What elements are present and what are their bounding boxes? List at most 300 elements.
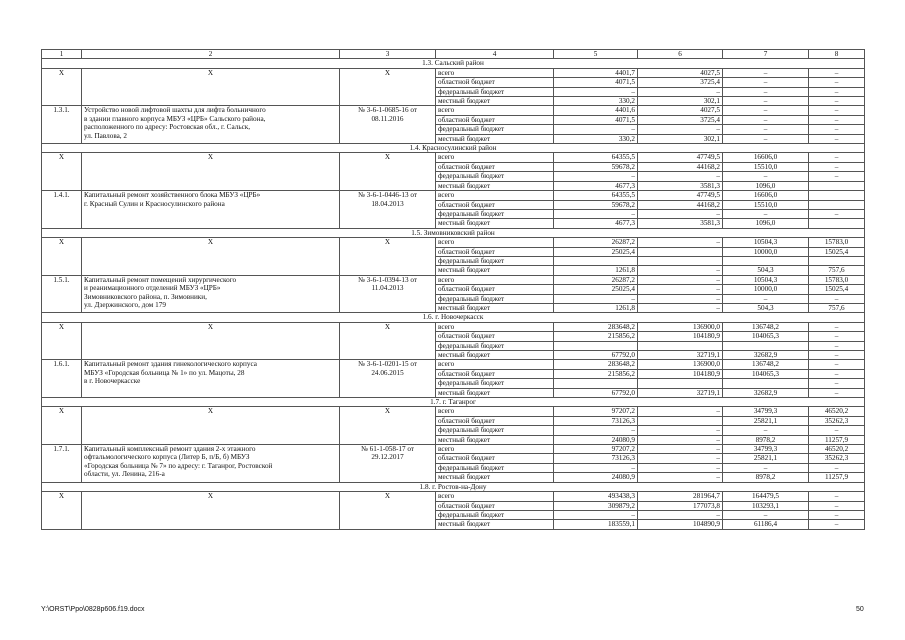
value-cell-col7: 136748,2	[723, 360, 809, 369]
budget-type-label: местный бюджет	[436, 435, 554, 444]
value-cell-col6: –	[638, 303, 723, 312]
value-cell-col6	[638, 416, 723, 425]
value-cell-col5: 215856,2	[554, 332, 638, 341]
value-cell-col6: –	[638, 209, 723, 218]
value-cell-col8: 35262,3	[809, 454, 865, 463]
summary-marker-col2: X	[82, 238, 340, 276]
budget-type-label: местный бюджет	[436, 303, 554, 312]
item-number: 1.5.1.	[42, 275, 82, 313]
budget-type-label: всего	[436, 322, 554, 331]
summary-row	[42, 153, 865, 162]
value-cell-col5: 493438,3	[554, 492, 638, 501]
budget-type-label: областной бюджет	[436, 247, 554, 256]
value-cell-col8: –	[809, 134, 865, 143]
value-cell-col5: 4677,3	[554, 219, 638, 228]
budget-table	[41, 49, 865, 530]
value-cell-col8: –	[809, 115, 865, 124]
item-number: 1.7.1.	[42, 445, 82, 483]
section-title: 1.6. г. Новочеркасск	[42, 313, 865, 322]
value-cell-col5: 73126,3	[554, 454, 638, 463]
item-description-line: МБУЗ «Городская больница № 1» по ул. Мацоты, 28	[84, 368, 245, 377]
header-cell: 4	[436, 50, 554, 59]
value-cell-col5: 25025,4	[554, 247, 638, 256]
item-document-line: № 61-1-058-17 от	[360, 445, 415, 454]
header-cell: 6	[638, 50, 723, 59]
value-cell-col5: 73126,3	[554, 416, 638, 425]
value-cell-col5: –	[554, 87, 638, 96]
value-cell-col5: 4677,3	[554, 181, 638, 190]
item-description-line: офтальмологического корпуса (Литер Б, п/Б, б) МБУЗ	[84, 453, 250, 462]
budget-type-label: местный бюджет	[436, 219, 554, 228]
value-cell-col6: –	[638, 463, 723, 472]
value-cell-col5: 67792,0	[554, 351, 638, 360]
value-cell-col6: 32719,1	[638, 388, 723, 397]
item-description-line: ул. Дзержинского, дом 179	[84, 300, 166, 309]
value-cell-col7: –	[723, 463, 809, 472]
value-cell-col7: 61186,4	[723, 520, 809, 529]
file-path-footer: Y:\ORST\Ppo\0828p606.f19.docx	[41, 606, 145, 613]
value-cell-col8: –	[809, 68, 865, 77]
value-cell-col6: 3581,3	[638, 219, 723, 228]
budget-type-label: всего	[436, 492, 554, 501]
item-description-line: Капитальный комплексный ремонт здания 2-х этажного	[84, 445, 256, 454]
value-cell-col5: 4401,7	[554, 68, 638, 77]
value-cell-col8: –	[809, 351, 865, 360]
value-cell-col5	[554, 379, 638, 388]
value-cell-col7: –	[723, 134, 809, 143]
value-cell-col5: 59678,2	[554, 162, 638, 171]
value-cell-col5: 24080,9	[554, 473, 638, 482]
value-cell-col8: –	[809, 322, 865, 331]
section-title-row	[42, 59, 865, 68]
item-document-line: 08.11.2016	[371, 114, 404, 123]
value-cell-col7: –	[723, 68, 809, 77]
value-cell-col6	[638, 379, 723, 388]
budget-type-label: всего	[436, 191, 554, 200]
value-cell-col8: –	[809, 153, 865, 162]
item-row	[42, 445, 865, 454]
value-cell-col6: –	[638, 285, 723, 294]
value-cell-col8: –	[809, 87, 865, 96]
budget-type-label: всего	[436, 445, 554, 454]
value-cell-col8: –	[809, 501, 865, 510]
value-cell-col5: 283648,2	[554, 322, 638, 331]
budget-type-label: федеральный бюджет	[436, 294, 554, 303]
value-cell-col5: –	[554, 463, 638, 472]
value-cell-col5: –	[554, 209, 638, 218]
value-cell-col6: 44168,2	[638, 162, 723, 171]
value-cell-col6: 4027,5	[638, 106, 723, 115]
summary-marker-col2: X	[82, 68, 340, 106]
section-title-row	[42, 228, 865, 237]
value-cell-col7: –	[723, 426, 809, 435]
value-cell-col6: 104180,9	[638, 332, 723, 341]
value-cell-col8: 46520,2	[809, 407, 865, 416]
item-description	[82, 445, 340, 483]
budget-type-label: областной бюджет	[436, 454, 554, 463]
budget-type-label: местный бюджет	[436, 351, 554, 360]
value-cell-col5: 330,2	[554, 134, 638, 143]
value-cell-col5: 64355,5	[554, 191, 638, 200]
value-cell-col8: –	[809, 162, 865, 171]
value-cell-col7: 136748,2	[723, 322, 809, 331]
value-cell-col6: –	[638, 275, 723, 284]
value-cell-col8: –	[809, 172, 865, 181]
item-row	[42, 191, 865, 200]
value-cell-col7: 10000,0	[723, 247, 809, 256]
value-cell-col7: 1096,0	[723, 181, 809, 190]
value-cell-col6: –	[638, 172, 723, 181]
summary-row	[42, 68, 865, 77]
value-cell-col8: –	[809, 492, 865, 501]
value-cell-col7: 34799,3	[723, 445, 809, 454]
value-cell-col6: –	[638, 125, 723, 134]
item-description-line: ул. Павлова, 2	[84, 131, 127, 140]
page-number: 50	[856, 606, 864, 613]
value-cell-col5: 1261,8	[554, 303, 638, 312]
budget-type-label: областной бюджет	[436, 162, 554, 171]
budget-type-label: областной бюджет	[436, 78, 554, 87]
item-document-ref	[340, 445, 436, 483]
value-cell-col6: –	[638, 445, 723, 454]
budget-type-label: всего	[436, 68, 554, 77]
item-document-line: № 3-6-1-0685-16 от	[357, 106, 417, 115]
summary-marker-col1: X	[42, 153, 82, 191]
item-description-line: г. Красный Сулин и Красносулинского района	[84, 199, 225, 208]
value-cell-col6: –	[638, 407, 723, 416]
value-cell-col7: 34799,3	[723, 407, 809, 416]
item-document-line: 24.06.2015	[371, 368, 404, 377]
value-cell-col6: 281964,7	[638, 492, 723, 501]
value-cell-col7: –	[723, 172, 809, 181]
item-document-line: 11.04.2013	[371, 284, 404, 293]
value-cell-col6: 32719,1	[638, 351, 723, 360]
summary-marker-col3: X	[340, 238, 436, 276]
value-cell-col6: –	[638, 294, 723, 303]
item-description-line: Капитальный ремонт помещений хирургического	[84, 275, 237, 284]
budget-type-label: всего	[436, 106, 554, 115]
value-cell-col8: –	[809, 510, 865, 519]
item-document-line: 29.12.2017	[371, 453, 404, 462]
item-description-line: Капитальный ремонт здания гинекологического корпуса	[84, 360, 257, 369]
item-description	[82, 275, 340, 313]
value-cell-col5: 24080,9	[554, 435, 638, 444]
value-cell-col7: 16606,0	[723, 191, 809, 200]
budget-type-label: местный бюджет	[436, 473, 554, 482]
value-cell-col8: 15025,4	[809, 247, 865, 256]
value-cell-col5: 97207,2	[554, 407, 638, 416]
item-description-line: Капитальный ремонт хозяйственного блока МБУЗ «ЦРБ»	[84, 191, 261, 200]
value-cell-col6: 3725,4	[638, 78, 723, 87]
value-cell-col8: –	[809, 341, 865, 350]
value-cell-col6: –	[638, 435, 723, 444]
value-cell-col6: –	[638, 87, 723, 96]
budget-type-label: федеральный бюджет	[436, 379, 554, 388]
value-cell-col6: 302,1	[638, 97, 723, 106]
item-document-ref	[340, 106, 436, 144]
value-cell-col7: 10504,3	[723, 238, 809, 247]
value-cell-col5: 330,2	[554, 97, 638, 106]
value-cell-col5: 4071,5	[554, 115, 638, 124]
section-title: 1.7. г. Таганрог	[42, 398, 865, 407]
value-cell-col6	[638, 256, 723, 265]
value-cell-col5: –	[554, 172, 638, 181]
budget-type-label: федеральный бюджет	[436, 463, 554, 472]
value-cell-col6	[638, 341, 723, 350]
budget-type-label: федеральный бюджет	[436, 510, 554, 519]
section-title: 1.8. г. Ростов-на-Дону	[42, 482, 865, 491]
value-cell-col8: –	[809, 294, 865, 303]
value-cell-col5: 59678,2	[554, 200, 638, 209]
item-document-ref	[340, 275, 436, 313]
header-cell: 1	[42, 50, 82, 59]
budget-type-label: областной бюджет	[436, 501, 554, 510]
budget-type-label: всего	[436, 275, 554, 284]
value-cell-col7: 104065,3	[723, 369, 809, 378]
item-description-line: и реанимационного отделений МБУЗ «ЦРБ»	[84, 284, 221, 293]
item-description	[82, 106, 340, 144]
value-cell-col5: 25025,4	[554, 285, 638, 294]
budget-type-label: местный бюджет	[436, 97, 554, 106]
value-cell-col7: –	[723, 125, 809, 134]
summary-row	[42, 492, 865, 501]
value-cell-col8: 35262,3	[809, 416, 865, 425]
item-document-ref	[340, 191, 436, 229]
value-cell-col5: 183559,1	[554, 520, 638, 529]
summary-marker-col1: X	[42, 492, 82, 530]
item-description-line: расположенного по адресу: Ростовская обл., г. Сальск,	[84, 123, 251, 132]
value-cell-col6: 104890,9	[638, 520, 723, 529]
value-cell-col7: 504,3	[723, 303, 809, 312]
summary-marker-col3: X	[340, 492, 436, 530]
value-cell-col7: 504,3	[723, 266, 809, 275]
value-cell-col6: 3725,4	[638, 115, 723, 124]
summary-marker-col3: X	[340, 68, 436, 106]
header-cell: 7	[723, 50, 809, 59]
value-cell-col6: 44168,2	[638, 200, 723, 209]
value-cell-col5: 309879,2	[554, 501, 638, 510]
summary-row	[42, 407, 865, 416]
value-cell-col7: 15510,0	[723, 200, 809, 209]
value-cell-col5: 4071,5	[554, 78, 638, 87]
value-cell-col6: 177073,8	[638, 501, 723, 510]
value-cell-col6: 104180,9	[638, 369, 723, 378]
value-cell-col5: 4401,6	[554, 106, 638, 115]
value-cell-col7: –	[723, 294, 809, 303]
value-cell-col8	[809, 219, 865, 228]
value-cell-col8	[809, 200, 865, 209]
value-cell-col7: 8978,2	[723, 435, 809, 444]
value-cell-col8	[809, 191, 865, 200]
value-cell-col7: –	[723, 209, 809, 218]
item-number: 1.4.1.	[42, 191, 82, 229]
value-cell-col7: 8978,2	[723, 473, 809, 482]
budget-type-label: местный бюджет	[436, 181, 554, 190]
summary-marker-col3: X	[340, 322, 436, 360]
value-cell-col6: 47749,5	[638, 153, 723, 162]
value-cell-col7: 10504,3	[723, 275, 809, 284]
value-cell-col8: –	[809, 388, 865, 397]
value-cell-col7: 104065,3	[723, 332, 809, 341]
value-cell-col7: 164479,5	[723, 492, 809, 501]
value-cell-col6: –	[638, 454, 723, 463]
budget-type-label: областной бюджет	[436, 285, 554, 294]
item-row	[42, 360, 865, 369]
value-cell-col8: 15783,0	[809, 238, 865, 247]
budget-type-label: федеральный бюджет	[436, 125, 554, 134]
value-cell-col7: –	[723, 97, 809, 106]
budget-type-label: областной бюджет	[436, 115, 554, 124]
budget-type-label: областной бюджет	[436, 369, 554, 378]
value-cell-col7: –	[723, 510, 809, 519]
budget-type-label: местный бюджет	[436, 520, 554, 529]
section-title: 1.5. Зимовниковский район	[42, 228, 865, 237]
value-cell-col5: 283648,2	[554, 360, 638, 369]
value-cell-col8: 46520,2	[809, 445, 865, 454]
summary-marker-col2: X	[82, 492, 340, 530]
budget-type-label: местный бюджет	[436, 388, 554, 397]
value-cell-col7	[723, 341, 809, 350]
value-cell-col6: 136900,0	[638, 322, 723, 331]
value-cell-col8: 11257,9	[809, 473, 865, 482]
summary-marker-col2: X	[82, 322, 340, 360]
summary-marker-col1: X	[42, 322, 82, 360]
value-cell-col8: –	[809, 379, 865, 388]
summary-row	[42, 322, 865, 331]
item-description-line: в г. Новочеркасске	[84, 377, 141, 386]
item-description-line: в здании главного корпуса МБУЗ «ЦРБ» Сальского района,	[84, 114, 266, 123]
value-cell-col6: –	[638, 266, 723, 275]
value-cell-col8: 15025,4	[809, 285, 865, 294]
item-number: 1.3.1.	[42, 106, 82, 144]
value-cell-col8: –	[809, 97, 865, 106]
section-title: 1.3. Сальский район	[42, 59, 865, 68]
item-description-line: Устройство новой лифтовой шахты для лифта больничного	[84, 106, 266, 115]
value-cell-col5: –	[554, 426, 638, 435]
summary-marker-col3: X	[340, 153, 436, 191]
value-cell-col7	[723, 379, 809, 388]
value-cell-col7: –	[723, 87, 809, 96]
budget-type-label: федеральный бюджет	[436, 172, 554, 181]
item-row	[42, 275, 865, 284]
value-cell-col5: 26287,2	[554, 238, 638, 247]
item-description-line: Зимовниковского района, п. Зимовники,	[84, 292, 207, 301]
value-cell-col8: –	[809, 369, 865, 378]
value-cell-col8: –	[809, 209, 865, 218]
value-cell-col8: 757,6	[809, 266, 865, 275]
value-cell-col5: 64355,5	[554, 153, 638, 162]
budget-type-label: всего	[436, 360, 554, 369]
value-cell-col6: 136900,0	[638, 360, 723, 369]
value-cell-col8	[809, 256, 865, 265]
value-cell-col6: –	[638, 238, 723, 247]
value-cell-col7: 25821,1	[723, 416, 809, 425]
value-cell-col8: –	[809, 463, 865, 472]
value-cell-col6: 47749,5	[638, 191, 723, 200]
header-cell: 8	[809, 50, 865, 59]
value-cell-col7: –	[723, 78, 809, 87]
section-title-row	[42, 482, 865, 491]
value-cell-col5	[554, 341, 638, 350]
value-cell-col8: –	[809, 332, 865, 341]
summary-marker-col2: X	[82, 153, 340, 191]
header-cell: 3	[340, 50, 436, 59]
value-cell-col7: –	[723, 115, 809, 124]
value-cell-col5	[554, 256, 638, 265]
summary-row	[42, 238, 865, 247]
item-description	[82, 191, 340, 229]
budget-type-label: местный бюджет	[436, 134, 554, 143]
value-cell-col6: –	[638, 426, 723, 435]
value-cell-col6	[638, 247, 723, 256]
value-cell-col8: 11257,9	[809, 435, 865, 444]
summary-marker-col1: X	[42, 407, 82, 445]
budget-type-label: областной бюджет	[436, 332, 554, 341]
value-cell-col7: 32682,9	[723, 388, 809, 397]
value-cell-col8	[809, 181, 865, 190]
item-document-ref	[340, 360, 436, 398]
section-title-row	[42, 313, 865, 322]
budget-type-label: областной бюджет	[436, 200, 554, 209]
value-cell-col5: 215856,2	[554, 369, 638, 378]
value-cell-col6: –	[638, 473, 723, 482]
value-cell-col8: 15783,0	[809, 275, 865, 284]
value-cell-col6: 4027,5	[638, 68, 723, 77]
value-cell-col7	[723, 256, 809, 265]
budget-type-label: областной бюджет	[436, 416, 554, 425]
header-cell: 2	[82, 50, 340, 59]
value-cell-col7: –	[723, 106, 809, 115]
item-document-line: № 3-6-1-0394-13 от	[357, 275, 417, 284]
value-cell-col7: 15510,0	[723, 162, 809, 171]
budget-type-label: федеральный бюджет	[436, 209, 554, 218]
item-description-line: «Городская больница № 7» по адресу: г. Таганрог, Ростовской	[84, 461, 273, 470]
value-cell-col8: –	[809, 106, 865, 115]
value-cell-col8: 757,6	[809, 303, 865, 312]
budget-type-label: федеральный бюджет	[436, 341, 554, 350]
item-description-line: области, ул. Ленина, 216-а	[84, 470, 165, 479]
budget-type-label: всего	[436, 238, 554, 247]
value-cell-col5: –	[554, 294, 638, 303]
value-cell-col8: –	[809, 520, 865, 529]
value-cell-col7: 25821,1	[723, 454, 809, 463]
value-cell-col7: 32682,9	[723, 351, 809, 360]
section-title: 1.4. Красносулинский район	[42, 144, 865, 153]
header-cell: 5	[554, 50, 638, 59]
item-document-line: № 3-6-1-0201-15 от	[357, 360, 417, 369]
value-cell-col5: 26287,2	[554, 275, 638, 284]
value-cell-col8: –	[809, 426, 865, 435]
budget-type-label: всего	[436, 153, 554, 162]
value-cell-col7: 103293,1	[723, 501, 809, 510]
value-cell-col7: 16606,0	[723, 153, 809, 162]
section-title-row	[42, 398, 865, 407]
value-cell-col8: –	[809, 360, 865, 369]
summary-marker-col3: X	[340, 407, 436, 445]
section-title-row	[42, 144, 865, 153]
summary-marker-col2: X	[82, 407, 340, 445]
value-cell-col5: –	[554, 125, 638, 134]
item-document-line: 18.04.2013	[371, 199, 404, 208]
value-cell-col5: –	[554, 510, 638, 519]
value-cell-col6: –	[638, 510, 723, 519]
item-number: 1.6.1.	[42, 360, 82, 398]
budget-type-label: федеральный бюджет	[436, 256, 554, 265]
item-description	[82, 360, 340, 398]
summary-marker-col1: X	[42, 68, 82, 106]
value-cell-col5: 67792,0	[554, 388, 638, 397]
budget-type-label: всего	[436, 407, 554, 416]
